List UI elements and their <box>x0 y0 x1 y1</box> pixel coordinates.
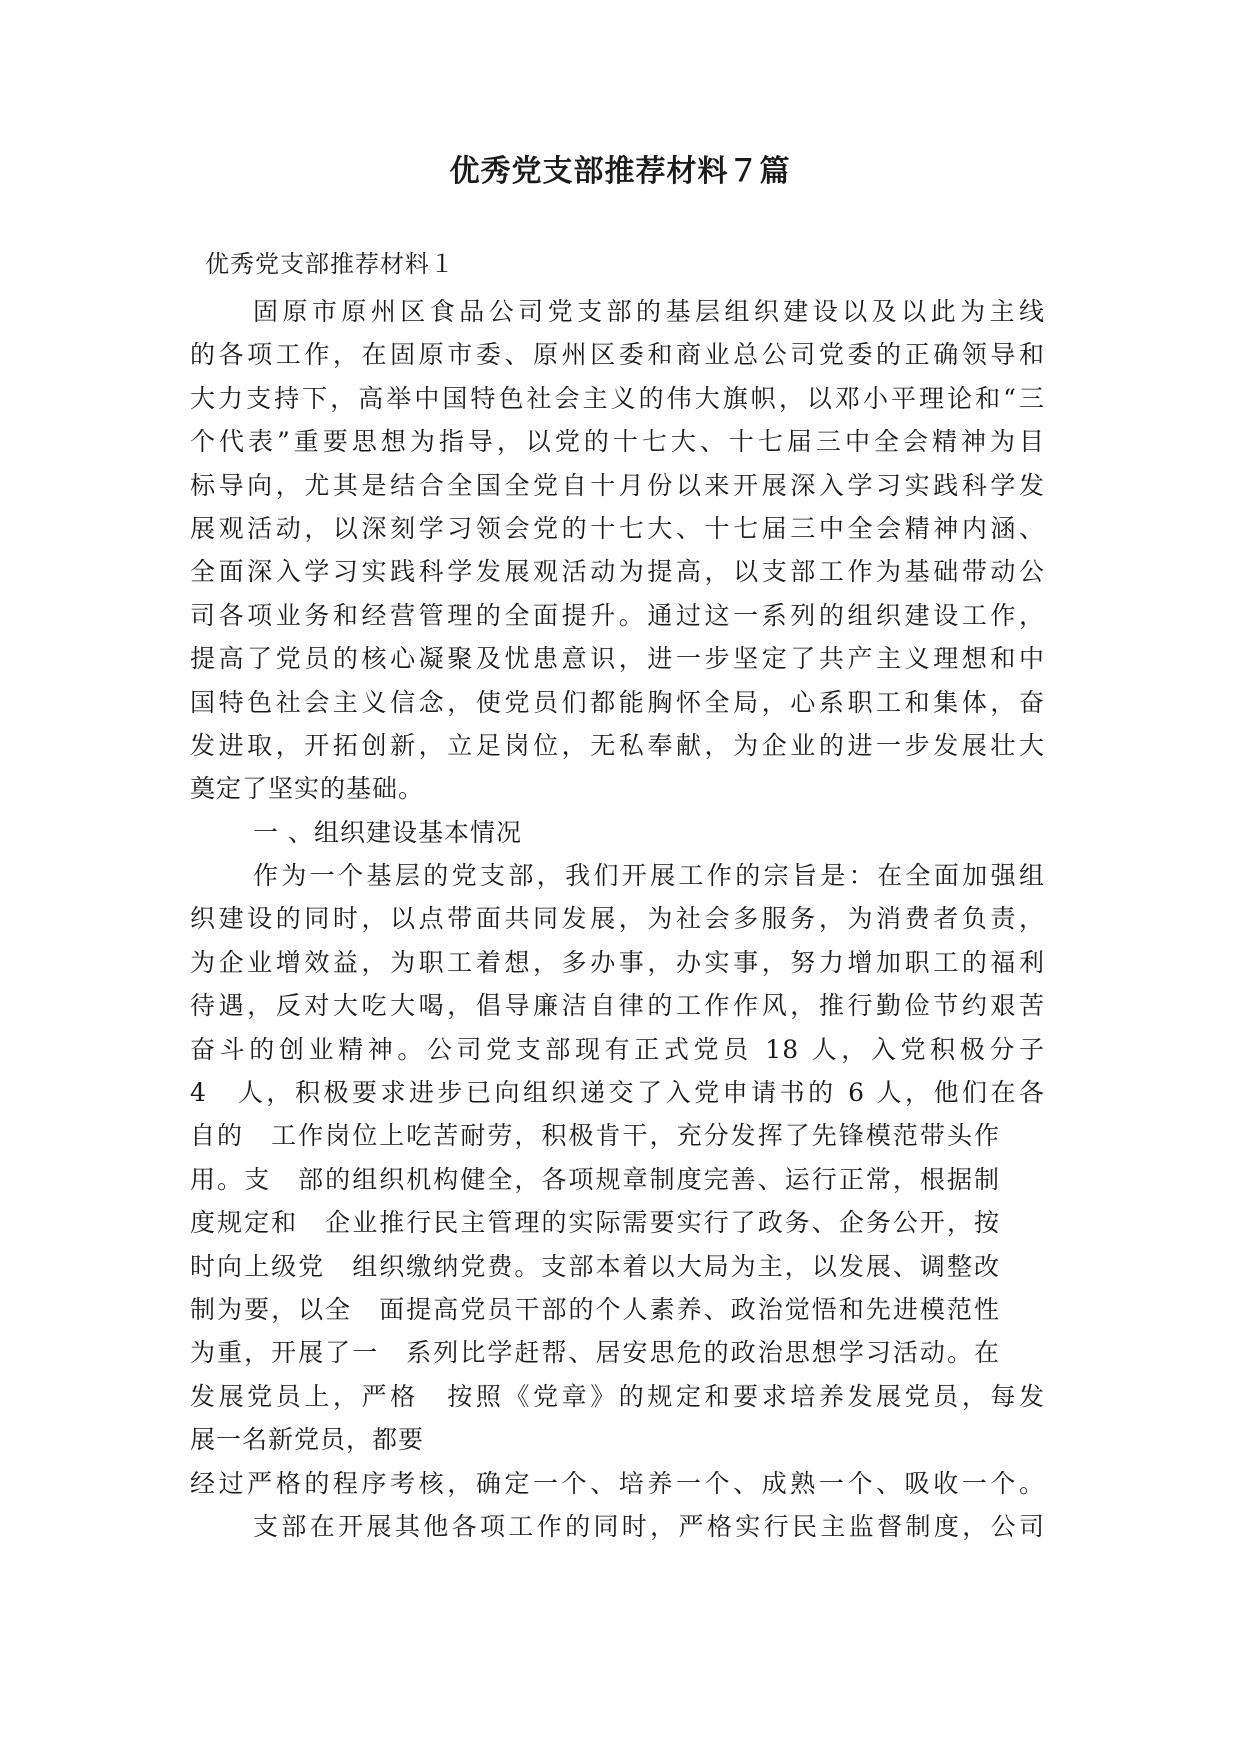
paragraph-line: 发展党员上，严格 按照《党章》的规定和要求培养发展党员，每发 <box>190 1381 1045 1411</box>
document-body <box>190 290 1045 1548</box>
paragraph-line: 经过严格的程序考核，确定一个、培养一个、成熟一个、吸收一个。 <box>190 1468 1045 1498</box>
paragraph-line: 待遇，反对大吃大喝，倡导廉洁自律的工作作风，推行勤俭节约艰苦 <box>190 991 1045 1021</box>
paragraph-line: 奠定了坚实的基础。 <box>190 774 425 804</box>
paragraph-line: 发进取，开拓创新，立足岗位，无私奉献，为企业的进一步发展壮大 <box>190 730 1045 760</box>
paragraph-line: 个代表”重要思想为指导，以党的十七大、十七届三中全会精神为目 <box>190 427 1045 457</box>
section-heading: 一 、组织建设基本情况 <box>253 817 522 847</box>
paragraph-line: 度规定和 企业推行民主管理的实际需要实行了政务、企务公开，按 <box>190 1208 1000 1238</box>
paragraph-line: 织建设的同时，以点带面共同发展，为社会多服务，为消费者负责， <box>190 904 1045 934</box>
document-title: 优秀党支部推荐材料７篇 <box>449 154 791 189</box>
paragraph-line: 制为要，以全 面提高党员干部的个人素养、政治觉悟和先进模范性 <box>190 1294 1000 1324</box>
paragraph-line: 时向上级党 组织缴纳党费。支部本着以大局为主，以发展、调整改 <box>190 1251 1000 1281</box>
document-subtitle: 优秀党支部推荐材料１ <box>205 250 455 278</box>
paragraph-line: 展一名新党员，都要 <box>190 1425 425 1455</box>
paragraph-line: 的各项工作，在固原市委、原州区委和商业总公司党委的正确领导和 <box>190 340 1045 370</box>
paragraph-line: 国特色社会主义信念，使党员们都能胸怀全局，心系职工和集体，奋 <box>190 687 1045 717</box>
paragraph-line: 为重，开展了一 系列比学赶帮、居安思危的政治思想学习活动。在 <box>190 1338 1000 1368</box>
paragraph-line: 大力支持下，高举中国特色社会主义的伟大旗帜，以邓小平理论和“三 <box>190 383 1045 413</box>
paragraph-line: 固原市原州区食品公司党支部的基层组织建设以及以此为主线 <box>253 297 1045 326</box>
paragraph-line: 展观活动，以深刻学习领会党的十七大、十七届三中全会精神内涵、 <box>190 513 1045 543</box>
paragraph-line: 用。支 部的组织机构健全，各项规章制度完善、运行正常，根据制 <box>190 1164 1000 1194</box>
paragraph-line: 支部在开展其他各项工作的同时，严格实行民主监督制度，公司 <box>253 1511 1045 1541</box>
paragraph-line: 自的 工作岗位上吃苦耐劳，积极肯干，充分发挥了先锋模范带头作 <box>190 1121 1000 1151</box>
paragraph-line: 为企业增效益，为职工着想，多办事，办实事，努力增加职工的福利 <box>190 947 1045 977</box>
paragraph-line: 4 人，积极要求进步已向组织递交了入党申请书的 6 人，他们在各 <box>190 1078 1045 1108</box>
paragraph-line: 奋斗的创业精神。公司党支部现有正式党员 18 人，入党积极分子 <box>190 1034 1045 1064</box>
paragraph-line: 提高了党员的核心凝聚及忧患意识，进一步坚定了共产主义理想和中 <box>190 644 1045 674</box>
paragraph-line: 全面深入学习实践科学发展观活动为提高，以支部工作为基础带动公 <box>190 557 1045 587</box>
paragraph-line: 作为一个基层的党支部，我们开展工作的宗旨是：在全面加强组 <box>253 861 1045 891</box>
paragraph-line: 司各项业务和经营管理的全面提升。通过这一系列的组织建设工作， <box>190 600 1045 630</box>
paragraph-line: 标导向，尤其是结合全国全党自十月份以来开展深入学习实践科学发 <box>190 470 1045 500</box>
